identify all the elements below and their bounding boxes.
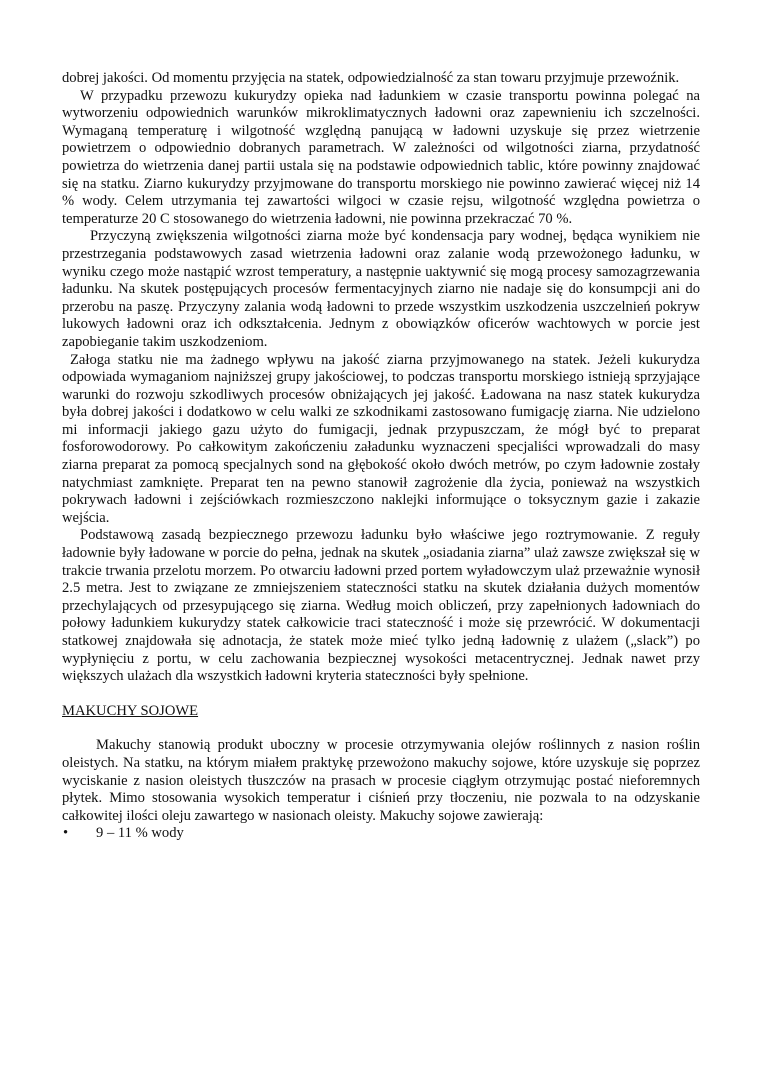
bullet-icon: • xyxy=(63,825,69,842)
list-item-text: 9 – 11 % wody xyxy=(96,825,184,842)
paragraph-continuation: dobrej jakości. Od momentu przyjęcia na statek, odpowiedzialność za stan towaru przyjmuje przewoźnik. xyxy=(62,70,680,86)
paragraph-corn-care: W przypadku przewozu kukurydzy opieka nad ładunkiem w czasie transportu powinna polegać na wytworzeniu odpowiednich warunków mikroklimatycznych ładowni oraz zapewnieniu ich szczelności. Wymaganą temperaturę i wilgotność względną panującą w ładowni uzyskuje się przez wietrzenie powietrzem o odpowiednio dobranych parametrach. W zależności od wilgotności ziarna, przydatność powietrza do wietrzenia danej partii ustala się na podstawie odpowiednich tablic, które powinny znajdować się na statku. Ziarno kukurydzy przyjmowane do transportu morskiego nie powinno zawierać więcej niż 14 % wody. Celem utrzymania tej zawartości wilgoci w czasie rejsu, wilgotność względna powietrza o temperaturze 20 C stosowanego do wietrzenia ładowni, nie powinna przekraczać 70 %. xyxy=(62,87,700,227)
paragraph-trimming-stability: Podstawową zasadą bezpiecznego przewozu ładunku było właściwe jego roztrymowanie. Z reguły ładownie były ładowane w porcie do pełna, jednak na skutek „osiadania ziarna” ulaż zawsze zwiększał się w trakcie trwania przelotu morzem. Po otwarciu ładowni przed portem wyładowczym ulaż przeważnie wynosił 2.5 metra. Jest to związane ze zmniejszeniem stateczności statku na skutek działania dużych momentów przechylających od przesypującego się ziarna. Według moich obliczeń, przy zapełnionych ładowniach do połowy ładunkiem kukurydzy statek całkowicie traci stateczność i może się przewrócić. W dokumentacji statkowej znajdowała się adnotacja, że statek może mieć tylko jedną ładownię z ulażem („slack”) po wypłynięciu z portu, w celu zachowania bezpiecznej wysokości metacentrycznej. Jednak nawet przy większych ulażach dla wszystkich ładowni kryteria stateczności były spełnione. xyxy=(62,527,700,685)
paragraph-moisture-causes: Przyczyną zwiększenia wilgotności ziarna może być kondensacja pary wodnej, będąca wynikiem nie przestrzegania podstawowych zasad wietrzenia ładowni oraz zalanie wodą przewożonego ładunku, w wyniku czego może nastąpić wzrost temperatury, a następnie uaktywnić się mogą procesy samozagrzewania ładunku. Na skutek postępujących procesów fermentacyjnych ziarno nie nadaje się do konsumpcji ani do przerobu na paszę. Przyczyny zalania wodą ładowni to przede wszystkim uszkodzenia uszczelnień pokryw lukowych ładowni oraz ich odkształcenia. Jednym z obowiązków oficerów wachtowych w porcie jest zapobieganie takim uszkodzeniom. xyxy=(62,228,700,350)
bullet-list xyxy=(62,825,700,843)
document-page xyxy=(62,70,700,843)
list-item xyxy=(62,825,700,843)
paragraph-soy-cakes: Makuchy stanowią produkt uboczny w procesie otrzymywania olejów roślinnych z nasion roślin oleistych. Na statku, na którym miałem praktykę przewożono makuchy sojowe, które uzyskuje się poprzez wyciskanie z nasion oleistych tłuszczów na prasach w procesie ciągłym otrzymując postać nieforemnych płytek. Mimo stosowania wysokich temperatur i ciśnień przy tłoczeniu, nie pozwala to na odzyskanie całkowitej ilości oleju zawartego w nasionach oleisty. Makuchy sojowe zawierają: xyxy=(62,737,700,824)
paragraph-crew-fumigation: Załoga statku nie ma żadnego wpływu na jakość ziarna przyjmowanego na statek. Jeżeli kukurydza odpowiada wymaganiom najniższej grupy jakościowej, to podczas transportu morskiego istnieją sprzyjające warunki do rozwoju szkodliwych procesów obniżających jej jakość. Ładowana na nasz statek kukurydza była dobrej jakości i dodatkowo w celu walki ze szkodnikami zastosowano fumigację ziarna. Nie udzielono mi informacji jakiego gazu użyto do fumigacji, jednak przypuszczam, że mógł być to preparat fosforowodorowy. Po całkowitym zakończeniu załadunku wyznaczeni specjaliści wprowadzali do masy ziarna preparat za pomocą specjalnych sond na głębokość około dwóch metrów, po czym ładownie zostały natychmiast zamknięte. Preparat ten na pewno stanowił zagrożenie dla życia, ponieważ na wszystkich pokrywach ładowni i zejściówkach rozmieszczono naklejki informujące o toksycznym gazie i zakazie wejścia. xyxy=(62,351,700,526)
section-heading: MAKUCHY SOJOWE xyxy=(62,702,199,719)
